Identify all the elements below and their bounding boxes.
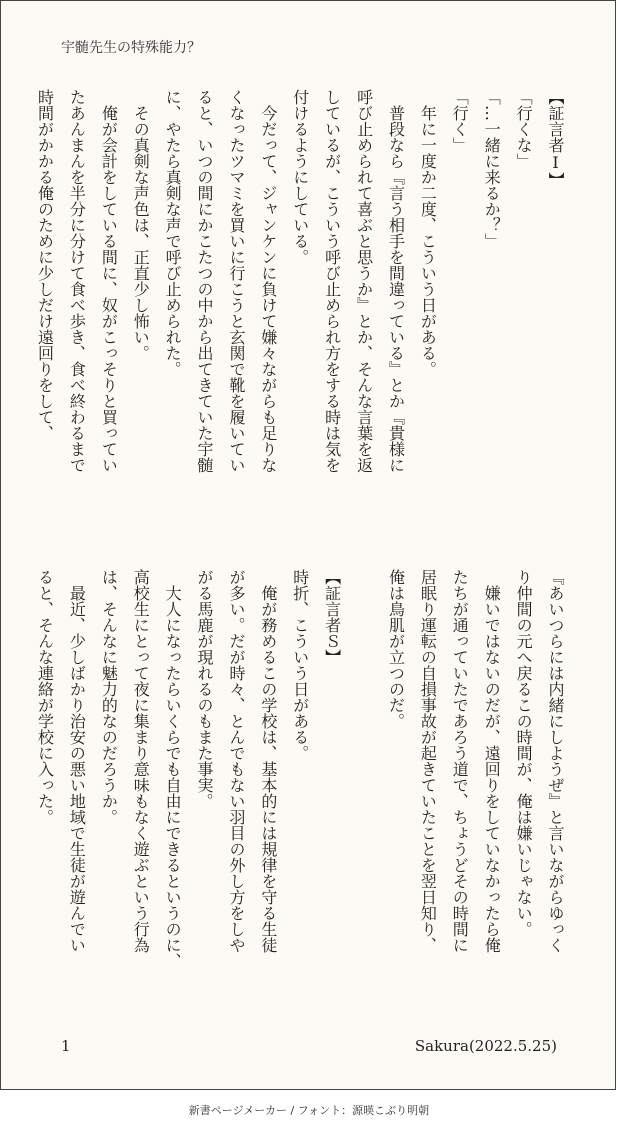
page-number: 1 <box>61 1037 71 1055</box>
running-title: 宇髄先生の特殊能力？ <box>61 40 201 56</box>
text-column-top: 【証言者Ⅰ】 「行くな」 「…一緒に来るか？」 「行く」 年に一度か二度、こういう日がある。 普段なら『言う相手を間違っている』とか『貴様に 呼び止められて喜ぶと思うか』とか、そんな言葉を返 しているが、こういう呼び止められ方をする時は気を 付けるようにしている。 今だって、ジャンケンに負けて嫌々ながらも足りな くなったツマミを買いに行こうと玄関で靴を履いてい ると、いつの間にかこたつの中から出てきていた宇髄 に、やたら真剣な声で呼び止められた。 その真剣な声色は、正直少し怖い。 俺が会計をしている間に、奴がこっそりと買ってい たあんまんを半分に分けて食べ歩き、食べ終わるまで 時間がかかる俺のために少しだけ遠回りをして、 <box>35 89 565 473</box>
author-date: Sakura(2022.5.25) <box>414 1037 557 1055</box>
footer-credit: 新書ページメーカー / フォント：源暎こぶり明朝 <box>188 1104 430 1117</box>
text-column-bottom: 『あいつらには内緒にしようぜ』と言いながらゆっく り仲間の元へ戻るこの時間が、俺は嫌いじゃない。 嫌いではないのだが、遠回りをしていなかったら俺 たちが通っていたであろう道で、ちょうどその時間に 居眠り運転の自損事故が起きていたことを翌日知り、 俺は鳥肌が立つのだ。 【証言者Ｓ】 時折、こういう日がある。 俺が務めるこの学校は、基本的には規律を守る生徒 が多い。だが時々、とんでもない羽目の外し方をしや がる馬鹿が現れるのもまた事実。 大人になったらいくらでも自由にできるというのに、 高校生にとって夜に集まり意味もなく遊ぶという行為 は、そんなに魅力的なのだろうか。 最近、少しばかり治安の悪い地域で生徒が遊んでい ると、そんな連絡が学校に入った。 <box>35 569 565 969</box>
